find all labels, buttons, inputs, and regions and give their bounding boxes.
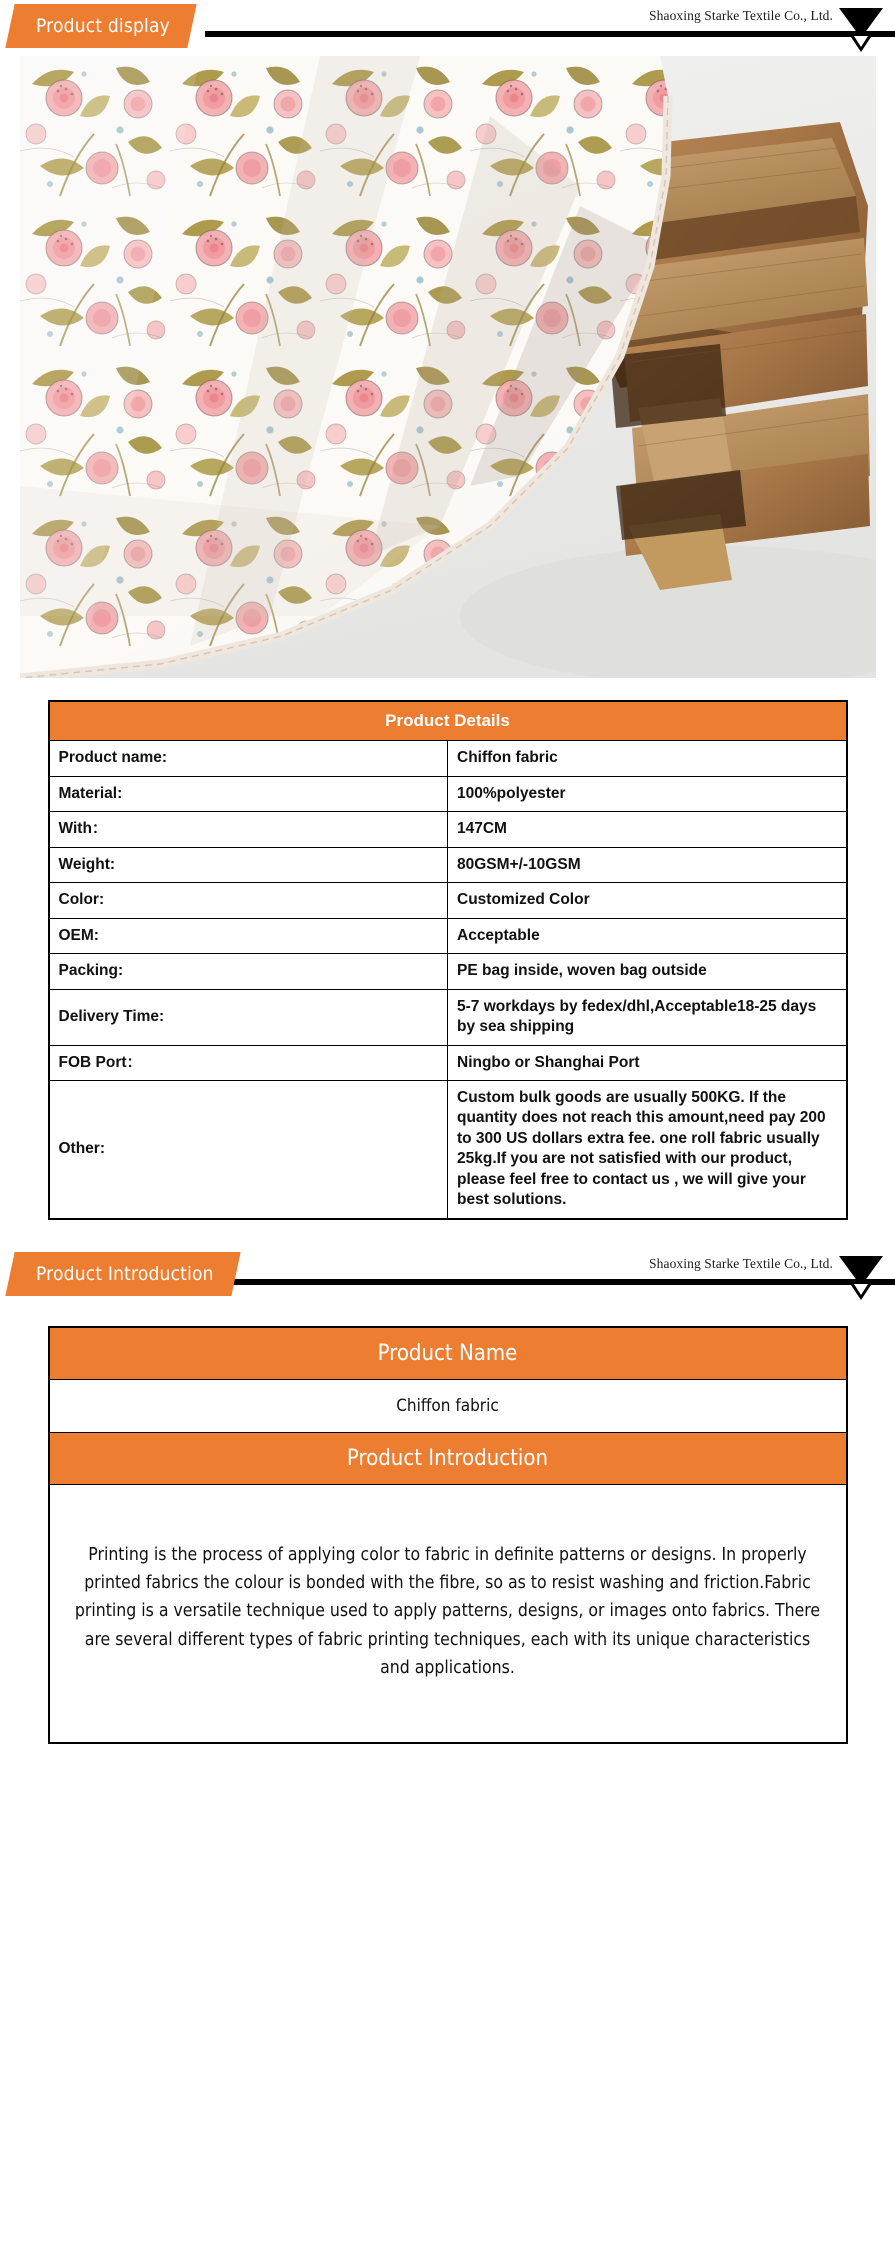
row-key: Weight:	[49, 847, 448, 882]
down-triangle-icon	[835, 4, 887, 52]
row-value: Acceptable	[448, 918, 847, 953]
row-value: 147CM	[448, 812, 847, 847]
product-name-header: Product Name	[49, 1327, 847, 1380]
row-key: Product name:	[49, 741, 448, 776]
row-key: OEM:	[49, 918, 448, 953]
intro-name-header-row	[49, 1327, 847, 1380]
section-tag-label: Product display	[36, 15, 170, 37]
section-banner-product-introduction	[0, 1248, 895, 1300]
table-row	[49, 741, 847, 776]
intro-name-value-row	[49, 1379, 847, 1432]
product-introduction-text: Printing is the process of applying color to fabric in definite patterns or designs. In properly printed fabrics the colour is bonded with the fibre, so as to resist washing and friction.Fabric printing is a versatile technique used to apply patterns, designs, or images onto fabrics. There are several different types of fabric printing techniques, each with its unique characteristics and applications.	[49, 1484, 847, 1743]
section-banner-product-display	[0, 0, 895, 52]
down-triangle-icon	[835, 1252, 887, 1300]
row-key: Delivery Time:	[49, 989, 448, 1045]
product-details-table	[48, 700, 848, 1220]
row-value: 80GSM+/-10GSM	[448, 847, 847, 882]
row-value: 100%polyester	[448, 776, 847, 811]
product-photo-illustration	[20, 56, 876, 678]
table-row	[49, 954, 847, 989]
banner-rule	[205, 31, 895, 37]
intro-header-row	[49, 1432, 847, 1484]
company-name: Shaoxing Starke Textile Co., Ltd.	[649, 8, 833, 23]
product-details-title: Product Details	[49, 701, 847, 741]
row-value: Custom bulk goods are usually 500KG. If the quantity does not reach this amount,need pay 200 to 300 US dollars extra fee. one roll fabric usually 25kg.If you are not satisfied with our product, please feel free to contact us , we will give your best solutions.	[448, 1080, 847, 1218]
row-key: FOB Port：	[49, 1045, 448, 1080]
product-name-value: Chiffon fabric	[49, 1379, 847, 1432]
table-row	[49, 1045, 847, 1080]
row-value: Chiffon fabric	[448, 741, 847, 776]
section-tag-product-display	[5, 4, 196, 48]
row-key: With：	[49, 812, 448, 847]
section-tag-label: Product Introduction	[36, 1262, 214, 1285]
intro-body-row	[49, 1484, 847, 1743]
banner-rule	[205, 1279, 895, 1285]
row-key: Packing:	[49, 954, 448, 989]
company-name: Shaoxing Starke Textile Co., Ltd.	[649, 1255, 833, 1271]
table-row	[49, 847, 847, 882]
row-value: Ningbo or Shanghai Port	[448, 1045, 847, 1080]
table-row	[49, 1080, 847, 1218]
product-details-section	[0, 678, 895, 1220]
row-value: PE bag inside, woven bag outside	[448, 954, 847, 989]
row-value: Customized Color	[448, 883, 847, 918]
row-value: 5-7 workdays by fedex/dhl,Acceptable18-25 days by sea shipping	[448, 989, 847, 1045]
product-introduction-header: Product Introduction	[49, 1432, 847, 1484]
row-key: Material:	[49, 776, 448, 811]
table-row	[49, 812, 847, 847]
table-row	[49, 918, 847, 953]
table-row	[49, 776, 847, 811]
table-row	[49, 989, 847, 1045]
table-header-row	[49, 701, 847, 741]
product-introduction-table	[48, 1326, 848, 1745]
row-key: Color:	[49, 883, 448, 918]
product-introduction-section	[0, 1300, 895, 1775]
product-photo	[20, 56, 876, 678]
table-row	[49, 883, 847, 918]
section-tag-product-introduction	[5, 1252, 240, 1296]
row-key: Other:	[49, 1080, 448, 1218]
